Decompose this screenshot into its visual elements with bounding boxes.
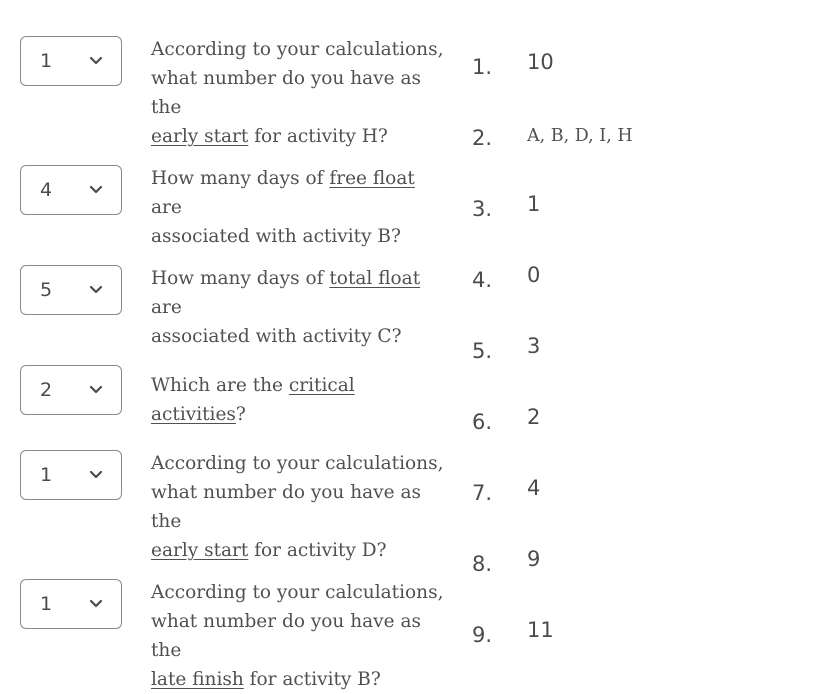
- question-4: [151, 371, 451, 429]
- question-term: critical activities: [151, 375, 355, 425]
- answer-select-1[interactable]: [20, 36, 122, 86]
- chevron-down-icon: [89, 385, 103, 395]
- question-text: for activity D?: [248, 540, 387, 561]
- choice-value: A, B, D, I, H: [527, 126, 633, 146]
- question-term: free float: [329, 168, 415, 189]
- question-text: are associated with activity C?: [151, 297, 402, 347]
- question-2: [151, 164, 451, 251]
- chevron-down-icon: [89, 285, 103, 295]
- choice-number: 8.: [472, 552, 493, 576]
- question-1: [151, 35, 451, 151]
- choice-number: 3.: [472, 197, 493, 221]
- choice-value: 11: [527, 618, 554, 642]
- choice-number: 1.: [472, 55, 493, 79]
- choice-number: 6.: [472, 410, 493, 434]
- choice-value: 2: [527, 405, 541, 429]
- choice-value: 3: [527, 334, 541, 358]
- answer-select-value: 1: [40, 593, 53, 615]
- answer-select-value: 2: [40, 379, 53, 401]
- choice-number: 2.: [472, 126, 493, 150]
- question-text: How many days of: [151, 168, 330, 189]
- chevron-down-icon: [89, 56, 103, 66]
- choice-number: 5.: [472, 339, 493, 363]
- question-text: Which are the: [151, 375, 289, 396]
- chevron-down-icon: [89, 470, 103, 480]
- question-term: total float: [329, 268, 421, 289]
- question-3: [151, 264, 451, 351]
- answer-select-3[interactable]: [20, 265, 122, 315]
- answer-select-value: 1: [40, 50, 53, 72]
- answer-select-value: 5: [40, 279, 53, 301]
- choice-value: 1: [527, 192, 541, 216]
- choice-value: 4: [527, 476, 541, 500]
- question-6: [151, 578, 451, 694]
- choice-value: 10: [527, 50, 554, 74]
- answer-select-value: 1: [40, 464, 53, 486]
- answer-select-2[interactable]: [20, 165, 122, 215]
- question-term: late finish: [151, 669, 244, 690]
- question-text: According to your calculations, what number do you have as the: [151, 582, 444, 661]
- question-term: early start: [151, 126, 249, 147]
- question-5: [151, 449, 451, 565]
- question-text: ?: [235, 404, 246, 425]
- question-text: for activity B?: [243, 669, 381, 690]
- choice-value: 9: [527, 547, 541, 571]
- choice-number: 4.: [472, 268, 493, 292]
- question-term: early start: [151, 540, 249, 561]
- chevron-down-icon: [89, 599, 103, 609]
- answer-select-6[interactable]: [20, 579, 122, 629]
- choice-value: 0: [527, 263, 541, 287]
- question-text: for activity H?: [248, 126, 388, 147]
- answer-select-5[interactable]: [20, 450, 122, 500]
- choice-number: 9.: [472, 623, 493, 647]
- question-text: are associated with activity B?: [151, 197, 401, 247]
- question-text: How many days of: [151, 268, 330, 289]
- question-text: According to your calculations, what number do you have as the: [151, 453, 444, 532]
- choice-number: 7.: [472, 481, 493, 505]
- answer-select-4[interactable]: [20, 365, 122, 415]
- question-text: According to your calculations, what number do you have as the: [151, 39, 444, 118]
- answer-select-value: 4: [40, 179, 53, 201]
- chevron-down-icon: [89, 185, 103, 195]
